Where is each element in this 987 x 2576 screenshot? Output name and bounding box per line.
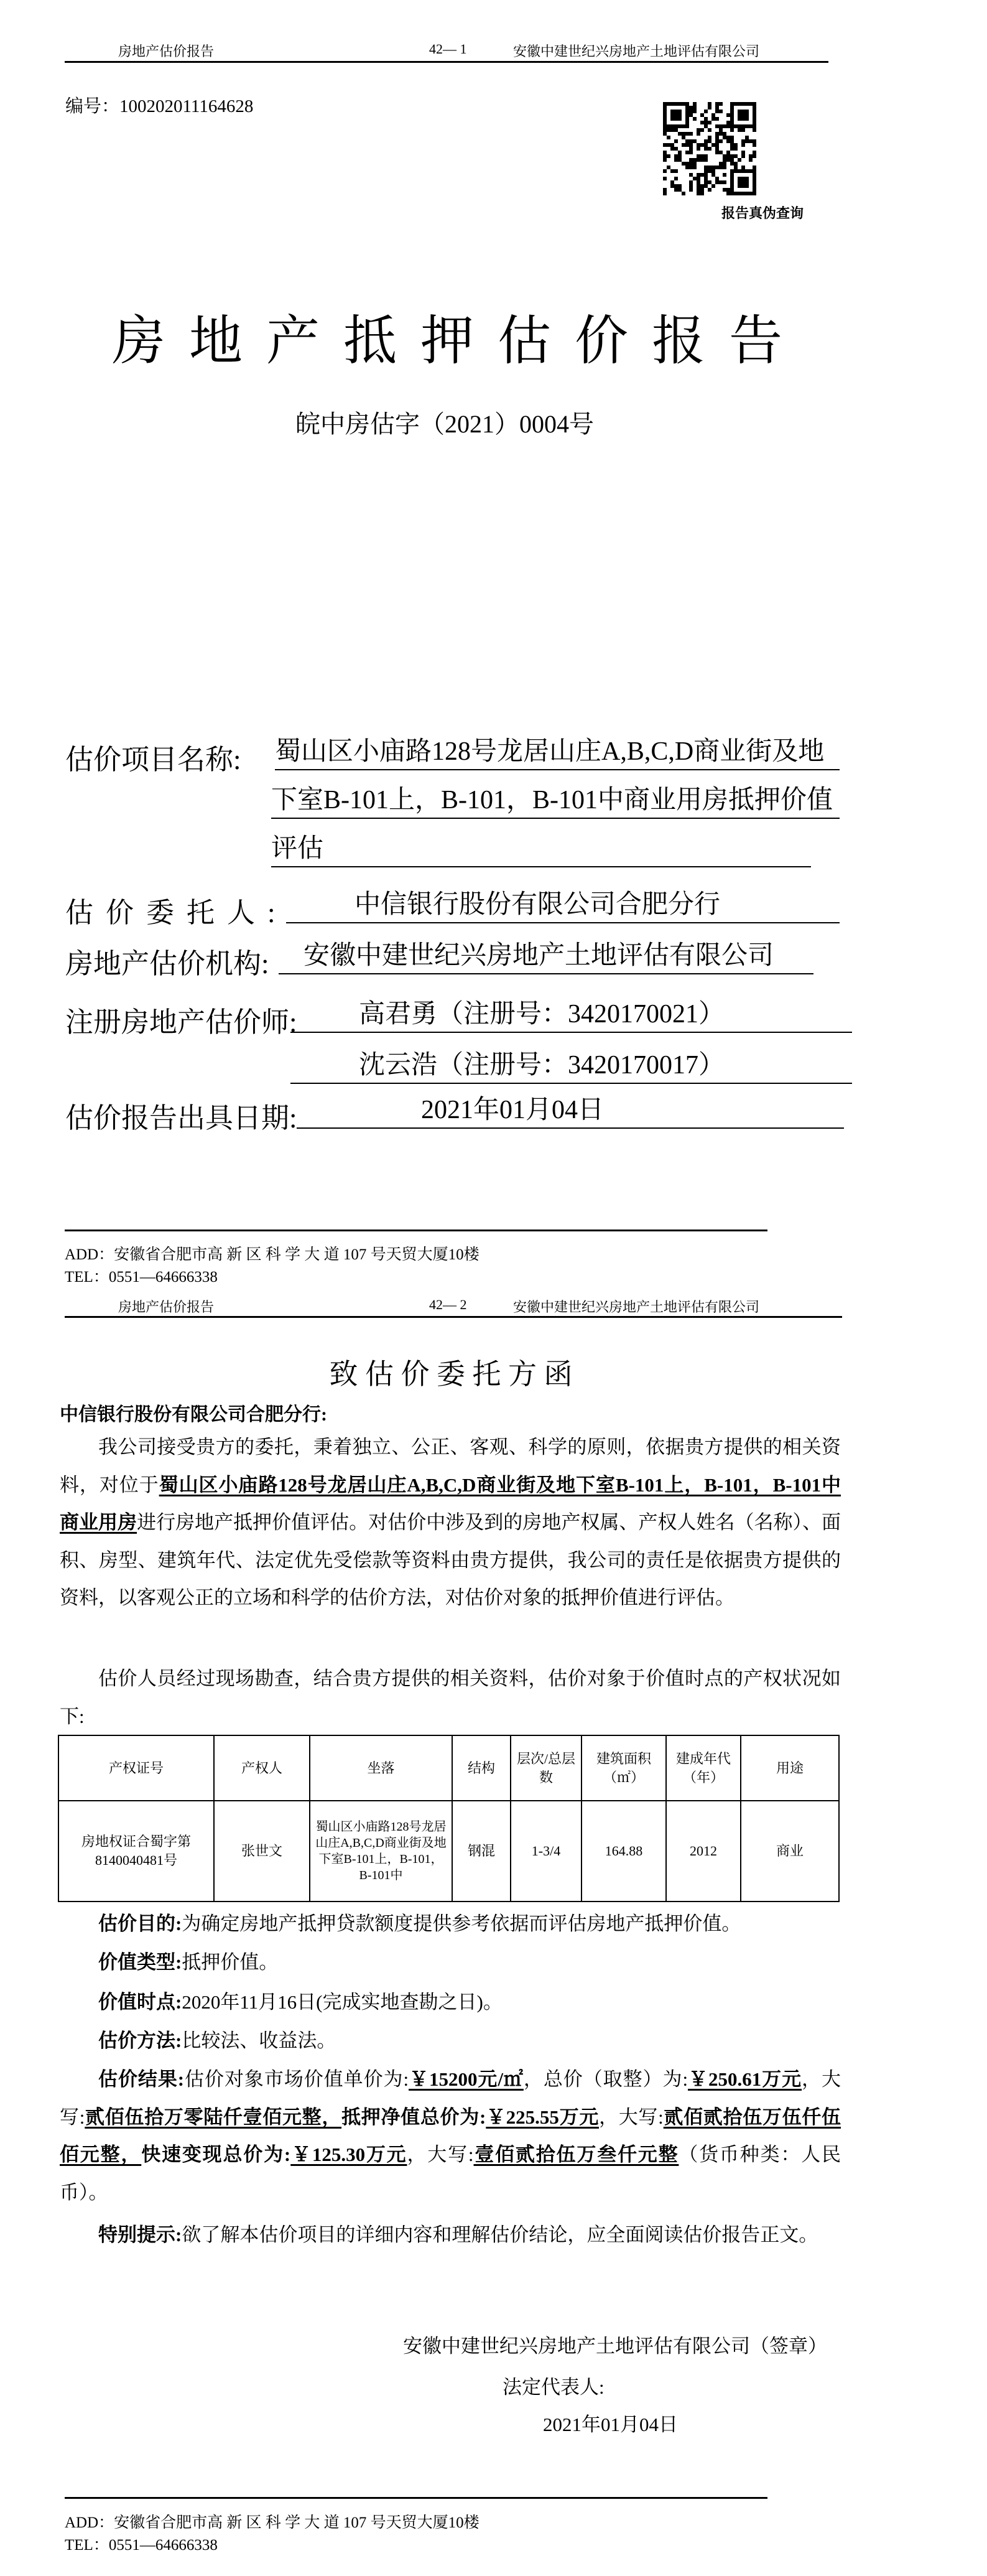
footer-address: ADD：安徽省合肥市高 新 区 科 学 大 道 107 号天贸大厦10楼: [65, 2514, 480, 2531]
project-name-label: [65, 737, 266, 777]
header-report-label: 房地产估价报告: [118, 44, 215, 59]
col-header: 建筑面积（㎡）: [582, 1735, 666, 1801]
label-text: 估价报告出具日期:: [65, 1103, 297, 1134]
agency-label: [65, 941, 269, 981]
client-label: [65, 890, 288, 930]
signature-date: 2021年01月04日: [543, 2414, 678, 2435]
table-row: [58, 1801, 839, 1902]
result-text: 抵押净值总价为:: [341, 2106, 486, 2128]
quick-sale-value: ￥125.30万元: [290, 2144, 407, 2165]
method-value: 比较法、收益法。: [182, 2030, 336, 2051]
label-text: 房地产估价机构:: [65, 948, 269, 979]
value-time-line: [60, 1984, 841, 2022]
col-header: 产权证号: [58, 1735, 214, 1801]
purpose-line: [60, 1905, 841, 1943]
header-company: 安徽中建世纪兴房地产土地评估有限公司: [513, 1299, 760, 1315]
col-header: 用途: [741, 1735, 839, 1801]
result-text: （货币种类：人民币）。: [60, 2144, 841, 2203]
valuation-subject: 蜀山区小庙路128号龙居山庄A,B,C,D商业街及地下室B-101上，B-101，B-101中商业用房: [60, 1473, 841, 1533]
net-value-words: 贰佰贰拾伍万伍仟伍佰元整，: [60, 2106, 841, 2165]
property-table: [58, 1735, 840, 1902]
project-name-line-2: 下室B-101上，B-101，B-101中商业用房抵押价值: [271, 783, 840, 819]
footer-address: ADD：安徽省合肥市高 新 区 科 学 大 道 107 号天贸大厦10楼: [65, 1246, 480, 1263]
project-name-line-3: 评估: [271, 831, 811, 867]
cell-floor: 1-3/4: [511, 1801, 582, 1902]
result-label: 估价结果:: [98, 2068, 185, 2090]
quick-sale-words: 壹佰贰拾伍万叁仟元整: [473, 2144, 679, 2165]
label-text: 注册房地产估价师:: [65, 1007, 297, 1038]
col-header: 坐落: [310, 1735, 452, 1801]
cell-location: 蜀山区小庙路128号龙居山庄A,B,C,D商业街及地下室B-101上，B-101，B-101中: [310, 1801, 452, 1902]
document-number: 皖中房估字（2021）0004号: [295, 410, 594, 438]
intro-text-cont: 进行房地产抵押价值评估。对估价中涉及到的房地产权属、产权人姓名（名称）、面积、房型、建筑年代、法定优先受偿款等资料由贵方提供，我公司的责任是依据贵方提供的资料，以客观公正的立场和科学的估价方法，对估价对象的抵押价值进行评估。: [60, 1511, 841, 1608]
issue-date-value: 2021年01月04日: [297, 1093, 844, 1129]
col-header: 产权人: [214, 1735, 310, 1801]
qr-code-icon[interactable]: [663, 102, 756, 195]
result-text: ，大写:: [599, 2106, 664, 2128]
header-report-label: 房地产估价报告: [118, 1299, 215, 1315]
appraiser-1: 高君勇（注册号：3420170021）: [290, 997, 852, 1033]
value-time-label: 价值时点:: [98, 1991, 182, 2013]
footer-tel: TEL：0551—64666338: [65, 2537, 218, 2554]
total-price: ￥250.61万元: [688, 2068, 802, 2090]
value-type-label: 价值类型:: [98, 1951, 182, 1973]
appraiser-2: 沈云浩（注册号：3420170017）: [290, 1048, 852, 1084]
method-line: [60, 2022, 841, 2060]
result-text: ，大写:: [60, 2068, 841, 2128]
value-type-line: [60, 1944, 841, 1982]
value-time-value: 2020年11月16日(完成实地查勘之日)。: [182, 1991, 503, 2013]
issue-date-label: [65, 1095, 297, 1136]
report-title: 房地产抵押估价报告: [112, 311, 806, 371]
header-page-number: 42— 2: [429, 1297, 467, 1312]
col-header: 结构: [452, 1735, 511, 1801]
note-label: 特别提示:: [98, 2224, 182, 2246]
qr-label: 报告真伪查询: [721, 205, 804, 221]
cell-area: 164.88: [582, 1801, 666, 1902]
footer-rule: [65, 2497, 767, 2499]
survey-paragraph: 估价人员经过现场勘查，结合贵方提供的相关资料，估价对象于价值时点的产权状况如下:: [60, 1668, 841, 1727]
addressee: 中信银行股份有限公司合肥分行:: [60, 1404, 327, 1425]
intro-text: 我公司接受贵方的委托，秉着独立、公正、客观、科学的原则，依据贵方提供的相关资料，对位于: [60, 1436, 841, 1496]
result-text: 快速变现总价为:: [141, 2144, 291, 2165]
table-header-row: [58, 1735, 839, 1801]
result-text: ，总价（取整）为:: [523, 2068, 688, 2090]
footer-rule: [65, 1230, 767, 1231]
header-page-number: 42— 1: [429, 41, 467, 57]
signature-company: 安徽中建世纪兴房地产土地评估有限公司（签章）: [403, 2335, 827, 2357]
col-header: 层次/总层数: [511, 1735, 582, 1801]
project-name-line-1: 蜀山区小庙路128号龙居山庄A,B,C,D商业街及地: [275, 734, 840, 770]
total-price-words: 贰佰伍拾万零陆仟壹佰元整，: [85, 2106, 342, 2128]
net-value: ￥225.55万元: [486, 2106, 600, 2128]
cell-year: 2012: [666, 1801, 741, 1902]
note-value: 欲了解本估价项目的详细内容和理解估价结论，应全面阅读估价报告正文。: [182, 2224, 818, 2246]
label-text: 估价项目名称:: [65, 744, 241, 775]
serial-number: 编号：100202011164628: [65, 96, 254, 116]
result-text: ，大写:: [407, 2144, 474, 2165]
appraiser-label: [65, 999, 297, 1040]
cell-cert-no: 房地权证合蜀字第8140040481号: [58, 1801, 214, 1902]
result-text: 估价对象市场价值单价为:: [184, 2068, 409, 2090]
cell-owner: 张世文: [214, 1801, 310, 1902]
purpose-label: 估价目的:: [98, 1913, 182, 1934]
label-text: 估价委托人:: [65, 897, 288, 928]
cell-structure: 钢混: [452, 1801, 511, 1902]
purpose-value: 为确定房地产抵押贷款额度提供参考依据而评估房地产抵押价值。: [182, 1913, 741, 1934]
result-paragraph: [60, 2061, 841, 2211]
unit-price: ￥15200元/㎡: [409, 2068, 524, 2090]
value-type-value: 抵押价值。: [182, 1951, 279, 1973]
col-header: 建成年代（年）: [666, 1735, 741, 1801]
header-company: 安徽中建世纪兴房地产土地评估有限公司: [513, 44, 760, 59]
client-value: 中信银行股份有限公司合肥分行: [286, 887, 840, 923]
intro-paragraph: [60, 1429, 841, 1617]
letter-title: 致 估 价 委 托 方 函: [329, 1358, 573, 1390]
agency-value: 安徽中建世纪兴房地产土地评估有限公司: [279, 938, 813, 974]
footer-tel: TEL：0551—64666338: [65, 1269, 218, 1286]
header-rule: [65, 1316, 842, 1318]
header-rule: [65, 61, 828, 63]
legal-representative-label: 法定代表人:: [503, 2376, 605, 2398]
method-label: 估价方法:: [98, 2030, 182, 2051]
special-note: [60, 2216, 841, 2254]
cell-usage: 商业: [741, 1801, 839, 1902]
